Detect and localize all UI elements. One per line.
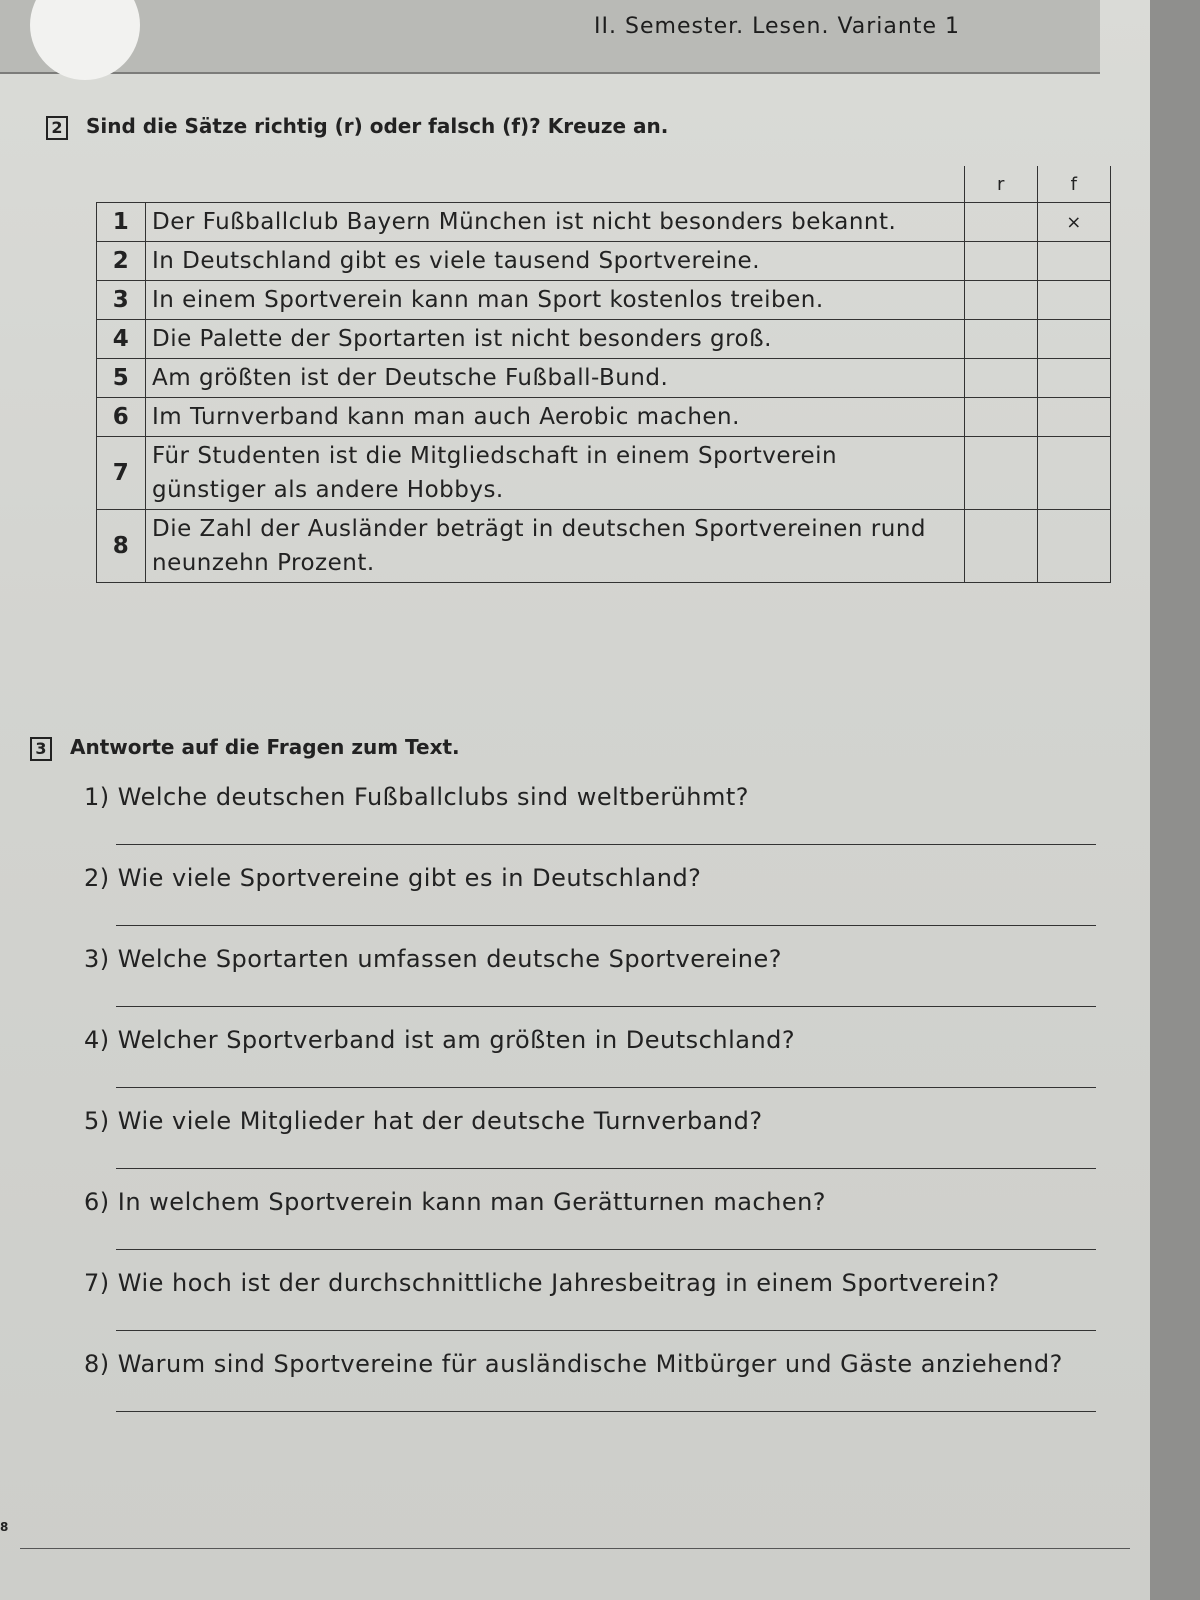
table-row (97, 242, 1111, 281)
table-row (97, 437, 1111, 510)
table-row (97, 510, 1111, 583)
table-row (97, 398, 1111, 437)
checkbox-r[interactable] (965, 510, 1038, 583)
checkbox-f[interactable] (1038, 437, 1111, 510)
checkbox-f[interactable] (1038, 510, 1111, 583)
statement-text: In einem Sportverein kann man Sport kostenlos treiben. (146, 281, 965, 320)
question-item: 5) Wie viele Mitglieder hat der deutsche Turnverband? (84, 1107, 763, 1135)
answer-line[interactable] (116, 1385, 1096, 1412)
header-blank-cell (97, 166, 146, 203)
checkbox-f[interactable] (1038, 320, 1111, 359)
statement-text: In Deutschland gibt es viele tausend Sportvereine. (146, 242, 965, 281)
row-number: 2 (97, 242, 146, 281)
checkbox-f[interactable] (1038, 281, 1111, 320)
task-3-heading (30, 735, 460, 761)
question-item: 7) Wie hoch ist der durchschnittliche Jahresbeitrag in einem Sportverein? (84, 1269, 1000, 1297)
answer-line[interactable] (116, 899, 1096, 926)
question-item: 2) Wie viele Sportvereine gibt es in Deutschland? (84, 864, 702, 892)
row-number: 6 (97, 398, 146, 437)
answer-line[interactable] (116, 1304, 1096, 1331)
header-band (0, 0, 1100, 74)
row-number: 3 (97, 281, 146, 320)
checkbox-f[interactable] (1038, 359, 1111, 398)
task-3-title: Antworte auf die Fragen zum Text. (70, 735, 460, 759)
statement-text: Am größten ist der Deutsche Fußball-Bund. (146, 359, 965, 398)
true-false-table (96, 166, 1111, 583)
bottom-divider (20, 1548, 1130, 1549)
task-2-title: Sind die Sätze richtig (r) oder falsch (f)? Kreuze an. (86, 114, 669, 138)
statement-text: Für Studenten ist die Mitgliedschaft in einem Sportverein günstiger als andere Hobbys. (146, 437, 965, 510)
table-row (97, 281, 1111, 320)
page-number: 8 (0, 1520, 9, 1534)
checkbox-r[interactable] (965, 242, 1038, 281)
question-item: 3) Welche Sportarten umfassen deutsche Sportvereine? (84, 945, 783, 973)
page-header-title: II. Semester. Lesen. Variante 1 (594, 14, 960, 39)
row-number: 8 (97, 510, 146, 583)
column-header-f: f (1038, 166, 1111, 203)
statement-text: Die Palette der Sportarten ist nicht besonders groß. (146, 320, 965, 359)
answer-line[interactable] (116, 980, 1096, 1007)
row-number: 7 (97, 437, 146, 510)
header-blank-cell (146, 166, 965, 203)
statement-text: Die Zahl der Ausländer beträgt in deutschen Sportvereinen rund neunzehn Prozent. (146, 510, 965, 583)
table-row (97, 320, 1111, 359)
table-row (97, 203, 1111, 242)
checkbox-r[interactable] (965, 281, 1038, 320)
checkbox-r[interactable] (965, 320, 1038, 359)
question-item: 6) In welchem Sportverein kann man Gerätturnen machen? (84, 1188, 827, 1216)
answer-line[interactable] (116, 1061, 1096, 1088)
checkbox-r[interactable] (965, 359, 1038, 398)
checkbox-r[interactable] (965, 203, 1038, 242)
table-header-row (97, 166, 1111, 203)
task-2-heading (46, 114, 668, 140)
checkbox-r[interactable] (965, 437, 1038, 510)
question-item: 1) Welche deutschen Fußballclubs sind weltberühmt? (84, 783, 750, 811)
header-circle-decoration (30, 0, 140, 80)
answer-line[interactable] (116, 1142, 1096, 1169)
row-number: 1 (97, 203, 146, 242)
question-list (74, 780, 1114, 1428)
statement-text: Im Turnverband kann man auch Aerobic machen. (146, 398, 965, 437)
question-item: 8) Warum sind Sportvereine für ausländische Mitbürger und Gäste anziehend? (84, 1350, 1063, 1378)
checkbox-r[interactable] (965, 398, 1038, 437)
row-number: 4 (97, 320, 146, 359)
question-item: 4) Welcher Sportverband ist am größten in Deutschland? (84, 1026, 796, 1054)
table-row (97, 359, 1111, 398)
checkbox-f[interactable] (1038, 242, 1111, 281)
checkbox-f[interactable] (1038, 398, 1111, 437)
column-header-r: r (965, 166, 1038, 203)
row-number: 5 (97, 359, 146, 398)
answer-line[interactable] (116, 818, 1096, 845)
answer-line[interactable] (116, 1223, 1096, 1250)
statement-text: Der Fußballclub Bayern München ist nicht besonders bekannt. (146, 203, 965, 242)
task-2-number: 2 (46, 116, 68, 140)
checkbox-f[interactable]: × (1038, 203, 1111, 242)
task-3-number: 3 (30, 737, 52, 761)
